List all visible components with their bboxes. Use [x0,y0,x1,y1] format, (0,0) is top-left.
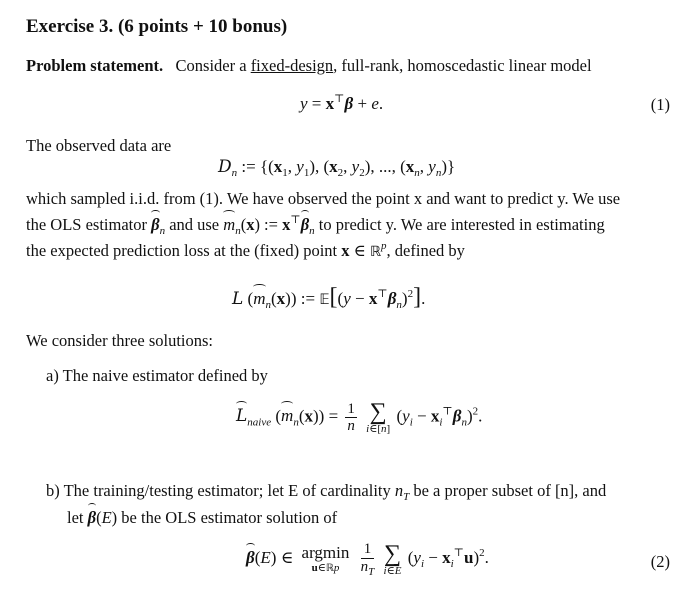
solution-a [46,366,268,386]
loss-equation: L $(m_n(x))$ := 𝔼[(y − $x^⊤\beta_n)^2$]. [232,284,426,311]
dataset-equation: $D_n$ := {($x_1$, $y_1$), ($x_2$, $y_2$), ..., ($x_n$, $y_n$)} [218,157,456,179]
problem-label: Problem statement. [26,56,164,75]
observed-data-text: The observed data are [26,136,172,155]
naive-estimator-equation: $L_{naive}$ $(m_n(x))$ = $\frac{1}{n}$ ∑ i∈[n] $(y_i - x_i^⊤\beta_n)^2$. [236,399,483,435]
paragraph-line-2: the OLS estimator $\beta_n$ and use $m_n(x)$ := $x^⊤\beta_n$ to predict y. We are interested in estimating [26,214,605,237]
solution-b: b) The training/testing estimator; let E of cardinality $n_T$ be a proper subset of [n], and [46,481,607,503]
problem-statement [26,56,592,76]
equation-1-number: (1) [650,95,670,114]
solution-b-text: The training/testing estimator; let E of cardinality [63,481,391,500]
paragraph-line-1: which sampled i.i.d. from (1). We have observed the point x and want to predict y. We use [26,189,621,208]
solution-a-label: a) [46,366,59,385]
equation-1: y = x⊤β + e. [300,93,384,113]
intro-suffix: , full-rank, homoscedastic linear model [333,56,592,75]
solution-b-line-2: let β(E) be the OLS estimator solution of [67,508,338,527]
solution-a-text: The naive estimator defined by [62,366,268,385]
fixed-design-term: fixed-design [250,56,334,75]
intro-prefix: Consider a [175,56,247,75]
solutions-intro: We consider three solutions: [26,331,214,350]
solution-b-label: b) [46,481,60,500]
paragraph-line-3: the expected prediction loss at the (fixed) point x ∈ ℝ$^p$, defined by [26,240,465,260]
exercise-title: Exercise 3. (6 points + 10 bonus) [26,16,288,37]
equation-2-number: (2) [650,552,670,571]
equation-2: β(E) ∈ argmin u∈ℝp $\frac{1}{n_T}$ ∑ i∈E $(y_i - x_i^⊤u)^2$. [246,540,489,578]
